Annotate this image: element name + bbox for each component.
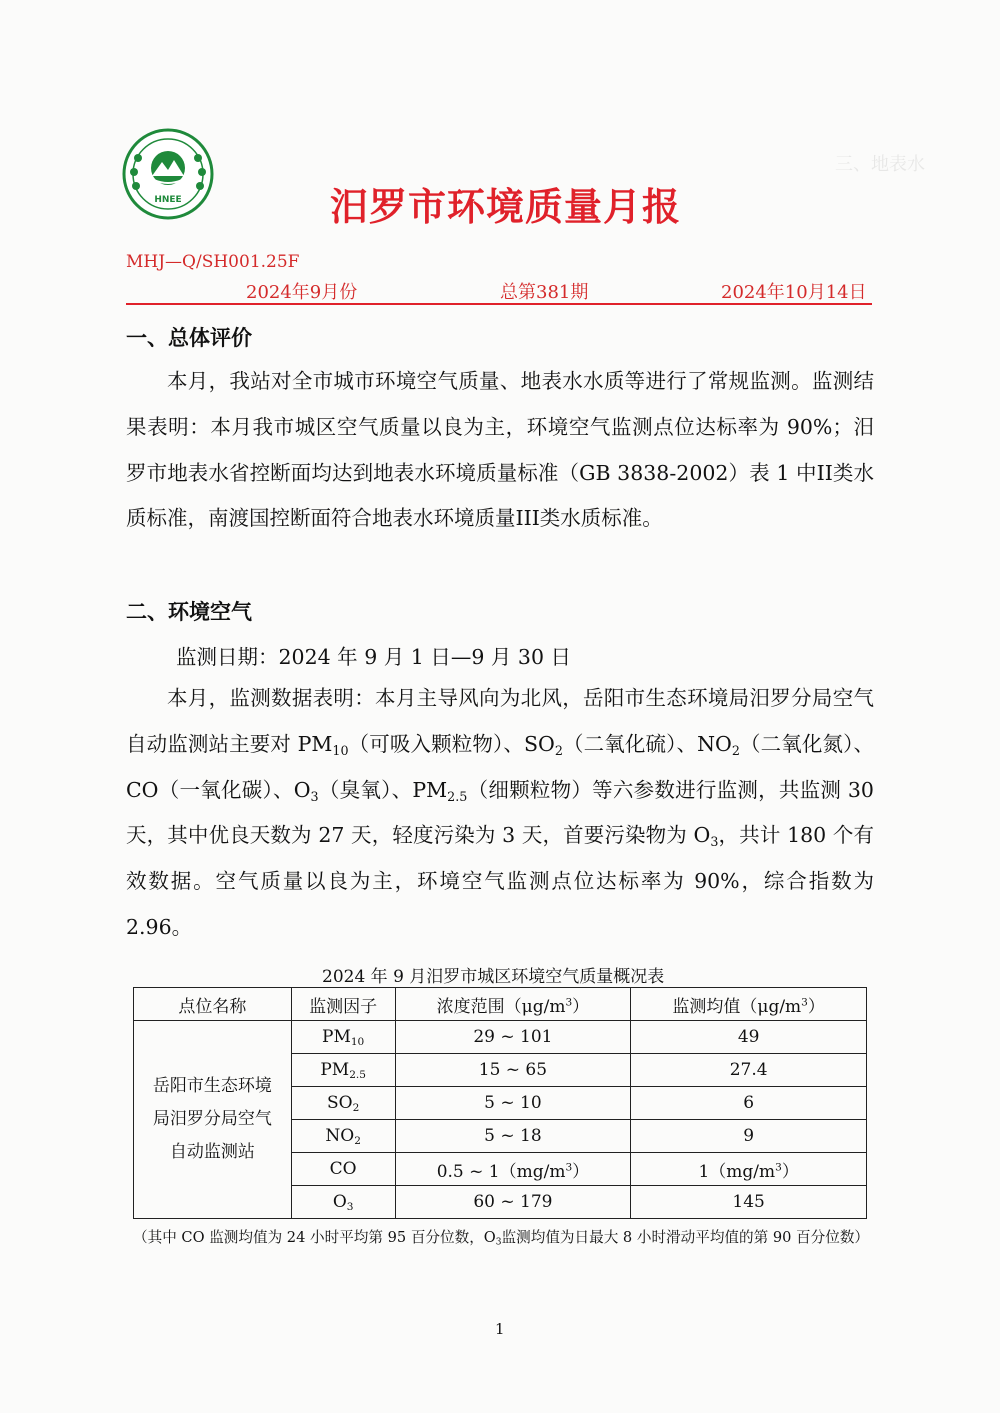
header-range: 浓度范围$(\mu g/m^3)$ xyxy=(395,988,631,1021)
page-title: 汨罗市环境质量月报 xyxy=(330,185,682,229)
agency-logo xyxy=(122,128,214,220)
issue-number: 总第381期 xyxy=(500,282,589,303)
table-note: （其中 CO 监测均值为 24 小时平均第 95 百分位数，$O_3$监测均值为日最大 8 小时滑动平均值的第 90 百分位数） xyxy=(133,1229,870,1248)
air-paragraph xyxy=(126,676,874,951)
svg-text:HNEE: HNEE xyxy=(154,195,182,205)
header-station: 点位名称 xyxy=(134,988,292,1021)
table-header-row xyxy=(134,988,867,1021)
overall-text: 本月，我站对全市城市环境空气质量、地表水水质等进行了常规监测。监测结果表明：本月我市城区空气质量以良为主，环境空气监测点位达标率为 90%；汨罗市地表水省控断面均达到地表水环境质量标准（GB 3838-2002）表 1 中II类水质标准，南渡国控断面符合地表水环境质量III类水质标准。 xyxy=(126,369,874,531)
header-factor: 监测因子 xyxy=(291,988,395,1021)
bleed-through-text: 三、地表水 xyxy=(835,154,925,175)
header-mean: 监测均值$(\mu g/m^3)$ xyxy=(631,988,867,1021)
range-cell: 5 ~ 10 xyxy=(395,1087,631,1120)
mean-cell: 49 xyxy=(631,1021,867,1054)
mean-cell: 27.4 xyxy=(631,1054,867,1087)
range-cell: 60 ~ 179 xyxy=(395,1186,631,1219)
issue-date: 2024年10月14日 xyxy=(721,282,867,303)
range-cell: 15 ~ 65 xyxy=(395,1054,631,1087)
table-row xyxy=(134,1021,867,1054)
factor-cell: $O_3$ xyxy=(291,1186,395,1219)
overall-paragraph xyxy=(126,359,874,542)
station-name: 岳阳市生态环境 局汨罗分局空气 自动监测站 xyxy=(134,1021,292,1219)
factor-cell: CO xyxy=(291,1153,395,1186)
range-cell: 29 ~ 101 xyxy=(395,1021,631,1054)
page-number: 1 xyxy=(495,1320,505,1338)
range-cell: 0.5 ~ $1(mg/m^3)$ xyxy=(395,1153,631,1186)
range-cell: 5 ~ 18 xyxy=(395,1120,631,1153)
mean-cell: 9 xyxy=(631,1120,867,1153)
factor-cell: $PM_{10}$ xyxy=(291,1021,395,1054)
factor-cell: $NO_2$ xyxy=(291,1120,395,1153)
air-text: 本月，监测数据表明：本月主导风向为北风，岳阳市生态环境局汨罗分局空气自动监测站主要对 $PM_{10}$（可吸入颗粒物）、$SO_2$（二氧化硫）、$NO_2$（二氧化氮）、CO（一氧化碳）、$O_3$（臭氧）、$PM_{2.5}$（细颗粒物）等六参数进行监测，共监测 30 天，其中优良天数为 27 天，轻度污染为 3 天，首要污染物为 $O_3$，共计 180 个有效数据。空气质量以良为主，环境空气监测点位达标率为 90%，综合指数为 2.96。 xyxy=(126,686,875,939)
mean-cell: $1(mg/m^3)$ xyxy=(631,1153,867,1186)
header-divider xyxy=(126,303,872,305)
air-quality-table xyxy=(133,987,867,1219)
table-caption: 2024 年 9 月汨罗市城区环境空气质量概况表 xyxy=(322,967,665,987)
section-heading-overall: 一、总体评价 xyxy=(126,326,252,350)
mean-cell: 6 xyxy=(631,1087,867,1120)
factor-cell: $PM_{2.5}$ xyxy=(291,1054,395,1087)
mean-cell: 145 xyxy=(631,1186,867,1219)
document-code: MHJ—Q/SH001.25F xyxy=(126,252,300,272)
section-heading-air: 二、环境空气 xyxy=(126,600,252,624)
report-month: 2024年9月份 xyxy=(246,282,358,303)
monitoring-date: 监测日期：2024 年 9 月 1 日—9 月 30 日 xyxy=(176,645,572,669)
factor-cell: $SO_2$ xyxy=(291,1087,395,1120)
